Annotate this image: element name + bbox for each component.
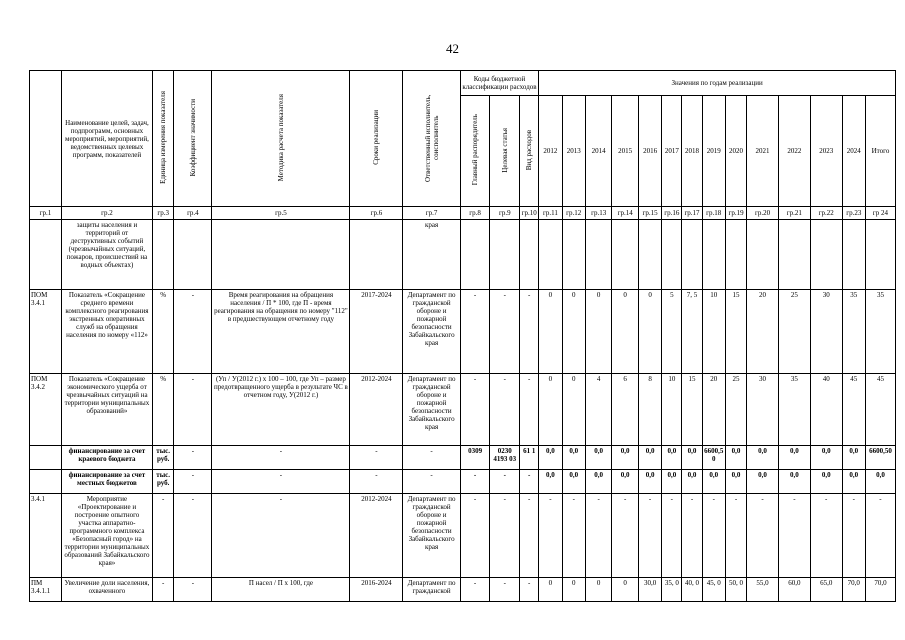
cell-value: - (682, 494, 702, 578)
cell-b1: - (460, 578, 490, 602)
header-year: Итого (865, 96, 895, 207)
header-name: Наименование целей, задач, подпрограмм, основных мероприятий, мероприятий, ведомственных целевых программ, показателей (61, 71, 152, 207)
cell-value: 0,0 (638, 446, 661, 470)
program-indicators-table (29, 70, 896, 602)
cell-value (662, 220, 682, 290)
cell-value: 30 (747, 374, 779, 446)
cell-executor: края (403, 220, 460, 290)
cell-method: - (212, 446, 350, 470)
cell-value (810, 220, 842, 290)
cell-value: 15 (725, 290, 746, 374)
column-number-cell: гр.3 (153, 207, 174, 220)
cell-value: 45 (865, 374, 895, 446)
cell-value: 0,0 (562, 446, 585, 470)
cell-value: 6 (612, 374, 639, 446)
column-number-cell: гр.10 (520, 207, 539, 220)
cell-value: 0,0 (612, 446, 639, 470)
cell-value: 0,0 (747, 446, 779, 470)
table-row (30, 494, 896, 578)
cell-name: Показатель «Сокращение среднего времени комплексного реагирования экстренных оперативных служб на обращения населения по номеру «112» (61, 290, 152, 374)
cell-period: 2012-2024 (350, 374, 403, 446)
header-cell-code (30, 71, 62, 207)
column-number-cell: гр.20 (747, 207, 779, 220)
cell-value: 20 (747, 290, 779, 374)
cell-value (682, 220, 702, 290)
cell-b3: - (520, 494, 539, 578)
cell-value: 0,0 (585, 470, 612, 494)
column-number-cell: гр.15 (638, 207, 661, 220)
header-year: 2022 (778, 96, 810, 207)
cell-method: - (212, 470, 350, 494)
cell-value: 8 (638, 374, 661, 446)
cell-value: 0 (539, 578, 562, 602)
cell-value: 6600,5 0 (702, 446, 725, 470)
cell-value: 0,0 (725, 446, 746, 470)
cell-executor: - (403, 470, 460, 494)
column-number-cell: гр 24 (865, 207, 895, 220)
cell-code (30, 220, 62, 290)
cell-name: защиты населения и территорий от деструктивных событий (чрезвычайных ситуаций, пожаров, происшествий на водных объектах) (61, 220, 152, 290)
header-main-dept: Главный распорядитель (460, 96, 490, 207)
cell-value: - (702, 494, 725, 578)
cell-value: 0,0 (810, 470, 842, 494)
cell-period: - (350, 446, 403, 470)
cell-value: 0,0 (562, 470, 585, 494)
cell-value: 10 (702, 290, 725, 374)
cell-value: 0,0 (662, 446, 682, 470)
cell-value: - (778, 494, 810, 578)
cell-b3: - (520, 578, 539, 602)
table-row (30, 374, 896, 446)
header-values-title: Значения по годам реализации (539, 71, 896, 96)
header-year: 2013 (562, 96, 585, 207)
cell-name: Показатель «Сокращение экономического ущерба от чрезвычайных ситуаций на территории муниципальных образований» (61, 374, 152, 446)
cell-value: 0,0 (682, 470, 702, 494)
cell-executor: Департамент по гражданской обороне и пожарной безопасности Забайкальского края (403, 374, 460, 446)
cell-value: - (612, 494, 639, 578)
cell-value: - (725, 494, 746, 578)
column-number-cell: гр.12 (562, 207, 585, 220)
cell-value: 0,0 (702, 470, 725, 494)
cell-period: - (350, 470, 403, 494)
cell-code: 3.4.1 (30, 494, 62, 578)
header-unit: Единица измерения показателя (153, 71, 174, 207)
cell-value: 0 (539, 374, 562, 446)
cell-b3 (520, 220, 539, 290)
cell-value: 35 (865, 290, 895, 374)
cell-coef: - (174, 446, 212, 470)
header-year: 2014 (585, 96, 612, 207)
column-number-cell: гр.19 (725, 207, 746, 220)
cell-code: ПОМ 3.4.1 (30, 290, 62, 374)
cell-value: - (865, 494, 895, 578)
cell-period: 2017-2024 (350, 290, 403, 374)
cell-b3: - (520, 290, 539, 374)
cell-value (638, 220, 661, 290)
cell-executor: - (403, 446, 460, 470)
column-number-cell: гр.7 (403, 207, 460, 220)
header-year: 2019 (702, 96, 725, 207)
cell-unit: % (153, 374, 174, 446)
cell-executor: Департамент по гражданской обороне и пожарной безопасности Забайкальского края (403, 290, 460, 374)
cell-value: 0,0 (842, 446, 865, 470)
cell-b2: - (490, 578, 520, 602)
header-target-article: Целевая статья (490, 96, 520, 207)
cell-value: 5 (662, 290, 682, 374)
cell-value: - (539, 494, 562, 578)
cell-value (702, 220, 725, 290)
cell-unit: % (153, 290, 174, 374)
cell-value (562, 220, 585, 290)
cell-method (212, 220, 350, 290)
header-coef: Коэффициент значимости (174, 71, 212, 207)
cell-value: 0,0 (612, 470, 639, 494)
cell-b2 (490, 220, 520, 290)
cell-value: 0,0 (539, 446, 562, 470)
column-number-cell: гр.5 (212, 207, 350, 220)
cell-value: 30 (810, 290, 842, 374)
cell-value: 25 (725, 374, 746, 446)
cell-value: 55,0 (747, 578, 779, 602)
cell-value: - (747, 494, 779, 578)
cell-value: 45, 0 (702, 578, 725, 602)
cell-value: 0,0 (747, 470, 779, 494)
cell-value: - (810, 494, 842, 578)
cell-value: 0 (562, 290, 585, 374)
cell-value: - (638, 494, 661, 578)
cell-value (585, 220, 612, 290)
cell-method: (Уп / У(2012 г.) х 100 – 100, где Уп – размер предотвращенного ущерба в результате ЧС в отчетном году, У(2012 г.) (212, 374, 350, 446)
header-year: 2015 (612, 96, 639, 207)
cell-executor: Департамент по гражданской обороне и пожарной безопасности Забайкальского края (403, 494, 460, 578)
cell-code: ПОМ 3.4.2 (30, 374, 62, 446)
cell-coef: - (174, 470, 212, 494)
cell-value (842, 220, 865, 290)
cell-b2: - (490, 290, 520, 374)
cell-coef: - (174, 374, 212, 446)
cell-value: 0 (562, 578, 585, 602)
column-number-cell: гр.14 (612, 207, 639, 220)
cell-method: Время реагирования на обращения населения / П * 100, где П - время реагирования на обращения по номеру "112" в предшествующем отчетному году (212, 290, 350, 374)
cell-value: 0 (539, 290, 562, 374)
cell-code (30, 446, 62, 470)
cell-b2: 0230 4193 03 (490, 446, 520, 470)
cell-value (747, 220, 779, 290)
column-number-cell: гр.17 (682, 207, 702, 220)
table-row (30, 220, 896, 290)
cell-b2: - (490, 494, 520, 578)
cell-value: 0,0 (778, 446, 810, 470)
cell-value: 4 (585, 374, 612, 446)
cell-value: 35, 0 (662, 578, 682, 602)
column-number-row (30, 207, 896, 220)
column-number-cell: гр.16 (662, 207, 682, 220)
column-number-cell: гр.2 (61, 207, 152, 220)
cell-value: 60,0 (778, 578, 810, 602)
cell-value (612, 220, 639, 290)
cell-code (30, 470, 62, 494)
cell-name: финансирование за счет краевого бюджета (61, 446, 152, 470)
cell-value: 0,0 (539, 470, 562, 494)
header-year: 2017 (662, 96, 682, 207)
cell-b1: - (460, 290, 490, 374)
table-row (30, 578, 896, 602)
cell-executor: Департамент по гражданской (403, 578, 460, 602)
header-year: 2018 (682, 96, 702, 207)
cell-value: 15 (682, 374, 702, 446)
cell-value: 20 (702, 374, 725, 446)
cell-coef (174, 220, 212, 290)
cell-value: 0,0 (682, 446, 702, 470)
cell-value: 0 (638, 290, 661, 374)
cell-value: 0 (562, 374, 585, 446)
cell-coef: - (174, 578, 212, 602)
cell-value: 70,0 (865, 578, 895, 602)
cell-value: 40, 0 (682, 578, 702, 602)
cell-value: 0,0 (638, 470, 661, 494)
cell-value: - (662, 494, 682, 578)
table-row (30, 446, 896, 470)
column-number-cell: гр.21 (778, 207, 810, 220)
table-row (30, 290, 896, 374)
column-number-cell: гр.9 (490, 207, 520, 220)
header-year: 2024 (842, 96, 865, 207)
cell-value: 50, 0 (725, 578, 746, 602)
header-executor: Ответственный исполнитель, соисполнитель (403, 71, 460, 207)
cell-value: 0,0 (662, 470, 682, 494)
cell-coef: - (174, 290, 212, 374)
cell-value: 0,0 (842, 470, 865, 494)
cell-value (778, 220, 810, 290)
column-number-cell: гр.23 (842, 207, 865, 220)
cell-b2: - (490, 470, 520, 494)
cell-value: 45 (842, 374, 865, 446)
cell-method: - (212, 494, 350, 578)
cell-value: 40 (810, 374, 842, 446)
header-year: 2012 (539, 96, 562, 207)
column-number-cell: гр.11 (539, 207, 562, 220)
page-number: 42 (446, 41, 459, 56)
cell-b1 (460, 220, 490, 290)
table-row (30, 470, 896, 494)
cell-coef: - (174, 494, 212, 578)
cell-value: 35 (778, 374, 810, 446)
cell-value (539, 220, 562, 290)
header-budget-codes: Коды бюджетной классификации расходов (460, 71, 539, 96)
cell-value: - (585, 494, 612, 578)
header-year: 2021 (747, 96, 779, 207)
column-number-cell: гр.22 (810, 207, 842, 220)
cell-value: 10 (662, 374, 682, 446)
cell-value: 25 (778, 290, 810, 374)
cell-b1: - (460, 494, 490, 578)
cell-period (350, 220, 403, 290)
cell-value: 6600,50 (865, 446, 895, 470)
column-number-cell: гр.4 (174, 207, 212, 220)
cell-unit (153, 220, 174, 290)
cell-value: - (842, 494, 865, 578)
cell-unit: - (153, 494, 174, 578)
header-period: Сроки реализации (350, 71, 403, 207)
header-year: 2016 (638, 96, 661, 207)
header-row-1 (30, 71, 896, 96)
cell-unit: - (153, 578, 174, 602)
header-expense-type: Вид расходов (520, 96, 539, 207)
cell-method: П насел / П х 100, где (212, 578, 350, 602)
cell-value: 70,0 (842, 578, 865, 602)
cell-value: 0 (612, 290, 639, 374)
cell-b2: - (490, 374, 520, 446)
cell-value: - (562, 494, 585, 578)
column-number-cell: гр.18 (702, 207, 725, 220)
cell-value: 0,0 (865, 470, 895, 494)
cell-value: 0 (585, 578, 612, 602)
cell-b3: 61 1 (520, 446, 539, 470)
cell-name: Мероприятие «Проектирование и построение опытного участка аппаратно-программного комплекса «Безопасный город» на территории муниципальных образований Забайкальского края» (61, 494, 152, 578)
cell-value: 0,0 (778, 470, 810, 494)
cell-b1: 0309 (460, 446, 490, 470)
cell-b1: - (460, 470, 490, 494)
cell-value: 35 (842, 290, 865, 374)
cell-b3: - (520, 470, 539, 494)
cell-unit: тыс. руб. (153, 446, 174, 470)
column-number-cell: гр.1 (30, 207, 62, 220)
cell-code: ПМ 3.4.1.1 (30, 578, 62, 602)
cell-value: 0 (585, 290, 612, 374)
header-method: Методика расчета показателя (212, 71, 350, 207)
cell-period: 2012-2024 (350, 494, 403, 578)
column-number-cell: гр.6 (350, 207, 403, 220)
cell-value (865, 220, 895, 290)
cell-value: 0,0 (585, 446, 612, 470)
cell-b3: - (520, 374, 539, 446)
cell-value: 30,0 (638, 578, 661, 602)
column-number-cell: гр.8 (460, 207, 490, 220)
cell-value: 0,0 (725, 470, 746, 494)
header-year: 2020 (725, 96, 746, 207)
cell-value: 0,0 (810, 446, 842, 470)
header-year: 2023 (810, 96, 842, 207)
cell-name: Увеличение доли населения, охваченного (61, 578, 152, 602)
cell-name: финансирование за счет местных бюджетов (61, 470, 152, 494)
cell-value: 65,0 (810, 578, 842, 602)
cell-value: 7, 5 (682, 290, 702, 374)
cell-value (725, 220, 746, 290)
cell-b1: - (460, 374, 490, 446)
cell-value: 0 (612, 578, 639, 602)
column-number-cell: гр.13 (585, 207, 612, 220)
cell-period: 2016-2024 (350, 578, 403, 602)
cell-unit: тыс. руб. (153, 470, 174, 494)
